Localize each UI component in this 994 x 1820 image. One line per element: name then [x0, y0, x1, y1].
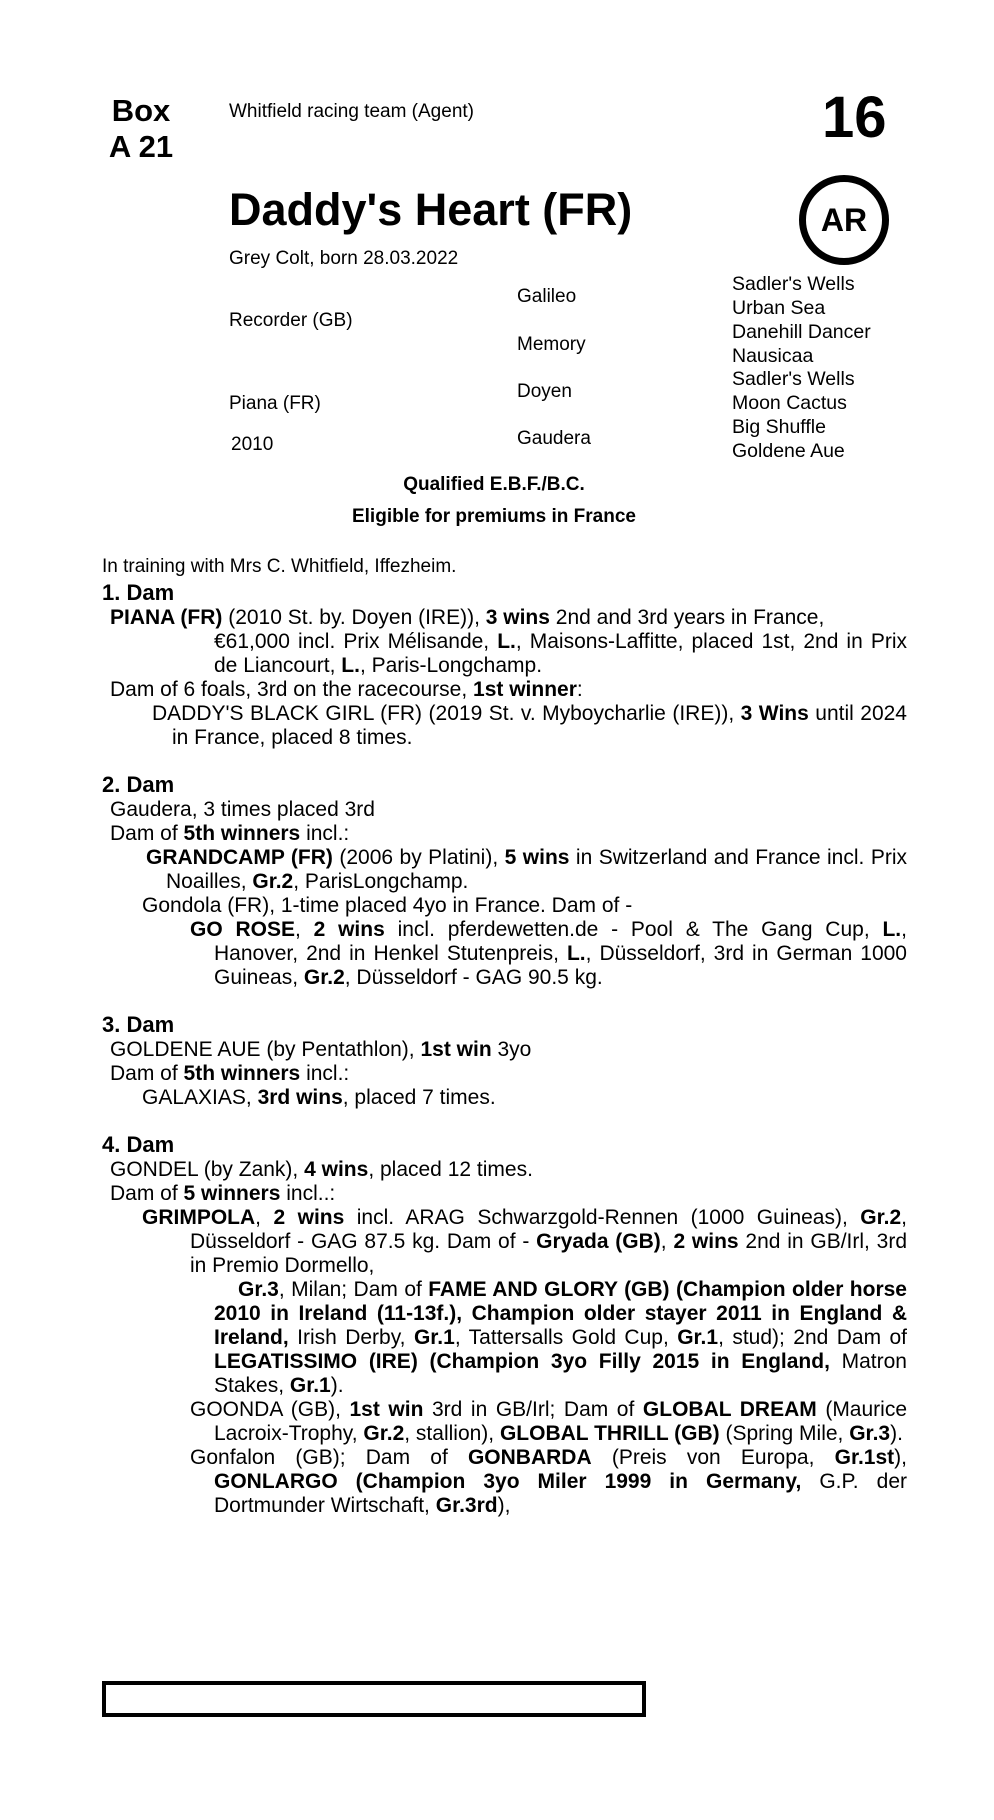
box-label: Box: [111, 93, 171, 128]
section-heading-dam3: 3. Dam: [102, 1012, 175, 1037]
dam1-offspring: DADDY'S BLACK GIRL (FR) (2019 St. v. Myboycharlie (IRE)), 3 Wins until 2024 in France, placed 8 times.: [152, 702, 907, 749]
box-code: A 21: [108, 129, 174, 164]
family-history: [102, 580, 907, 1518]
dam3-line: GOLDENE AUE (by Pentathlon), 1st win 3yo: [110, 1038, 532, 1061]
pedigree-grandparent: Memory: [517, 334, 586, 355]
pedigree-great-grandparent: Sadler's Wells: [732, 273, 855, 295]
ar-badge: AR: [799, 175, 889, 265]
pedigree-great-grandparent: Goldene Aue: [732, 440, 845, 462]
pedigree-great-grandparent: Nausicaa: [732, 345, 814, 367]
pedigree-great-grandparent: Moon Cactus: [732, 392, 847, 414]
horse-name: Daddy's Heart (FR): [229, 184, 633, 235]
pedigree-grandparent: Gaudera: [517, 428, 591, 449]
pedigree-great-grandparent: Sadler's Wells: [732, 368, 855, 390]
pedigree-dam: Piana (FR): [229, 393, 321, 414]
dam4-produce: Dam of 5 winners incl..:: [110, 1182, 336, 1205]
horse-description: Grey Colt, born 28.03.2022: [229, 248, 459, 269]
dam4-goonda: GOONDA (GB), 1st win 3rd in GB/Irl; Dam of GLOBAL DREAM (Maurice Lacroix-Trophy, Gr.2, stallion), GLOBAL THRILL (GB) (Spring Mile, Gr.3).: [190, 1398, 908, 1445]
dam1-earnings: €61,000 incl. Prix Mélisande, L., Maisons-Laffitte, placed 1st, 2nd in Prix de Liancourt, L., Paris-Longchamp.: [214, 630, 908, 677]
lot-number: 16: [822, 85, 887, 150]
dam4-line: GONDEL (by Zank), 4 wins, placed 12 times.: [110, 1158, 533, 1181]
dam2-produce: Dam of 5th winners incl.:: [110, 822, 350, 845]
pedigree-dam-year: 2010: [231, 434, 274, 455]
dam3-galaxias: GALAXIAS, 3rd wins, placed 7 times.: [142, 1086, 496, 1109]
dam3-produce: Dam of 5th winners incl.:: [110, 1062, 350, 1085]
dam2-grandcamp: GRANDCAMP (FR) (2006 by Platini), 5 wins in Switzerland and France incl. Prix Noailles, Gr.2, ParisLongchamp.: [146, 846, 907, 893]
dam4-gonfalon: Gonfalon (GB); Dam of GONBARDA (Preis von Europa, Gr.1st), GONLARGO (Champion 3yo Miler 1999 in Germany, G.P. der Dortmunder Wirtschaft, Gr.3rd),: [190, 1446, 907, 1517]
pedigree-grandparent: Doyen: [517, 381, 572, 402]
dam2-go-rose: GO ROSE, 2 wins incl. pferdewetten.de - Pool & The Gang Cup, L., Hanover, 2nd in Henkel Stutenpreis, L., Düsseldorf, 3rd in German 1000 Guineas, Gr.2, Düsseldorf - GAG 90.5 kg.: [190, 918, 907, 989]
dam1-produce: Dam of 6 foals, 3rd on the racecourse, 1st winner:: [110, 678, 583, 701]
box-number: [96, 93, 186, 165]
agent-name: Whitfield racing team (Agent): [229, 101, 474, 122]
pedigree-grandparent: Galileo: [517, 286, 577, 307]
pedigree-great-grandparent: Big Shuffle: [732, 416, 826, 438]
pedigree-great-grandparent: Urban Sea: [732, 297, 826, 319]
dam2-gondola: Gondola (FR), 1-time placed 4yo in France. Dam of -: [142, 894, 633, 917]
section-heading-dam1: 1. Dam: [102, 580, 175, 605]
pedigree-great-grandparent: Danehill Dancer: [732, 321, 871, 343]
pedigree-sire: Recorder (GB): [229, 310, 353, 331]
dam4-fame-and-glory: Gr.3, Milan; Dam of FAME AND GLORY (GB) (Champion older horse 2010 in Ireland (11-13f.), Champion older stayer 2011 in England & Ireland, Irish Derby, Gr.1, Tattersalls Gold Cup, Gr.1, stud); 2nd Dam of LEGATISSIMO (IRE) (Champion 3yo Filly 2015 in England, Matron Stakes, Gr.1).: [214, 1278, 908, 1397]
training-info: In training with Mrs C. Whitfield, Iffezheim.: [102, 556, 457, 577]
notes-box: [102, 1681, 646, 1717]
qualification-premiums: Eligible for premiums in France: [351, 506, 636, 527]
dam2-line: Gaudera, 3 times placed 3rd: [110, 798, 375, 821]
section-heading-dam2: 2. Dam: [102, 772, 175, 797]
dam4-grimpola: GRIMPOLA, 2 wins incl. ARAG Schwarzgold-Rennen (1000 Guineas), Gr.2, Düsseldorf - GAG 87.5 kg. Dam of - Gryada (GB), 2 wins 2nd in GB/Irl, 3rd in Premio Dormello,: [142, 1206, 908, 1277]
qualification-ebf: Qualified E.B.F./B.C.: [403, 474, 585, 495]
section-heading-dam4: 4. Dam: [102, 1132, 175, 1157]
dam1-line: PIANA (FR) (2010 St. by. Doyen (IRE)), 3 wins 2nd and 3rd years in France,: [110, 606, 825, 629]
